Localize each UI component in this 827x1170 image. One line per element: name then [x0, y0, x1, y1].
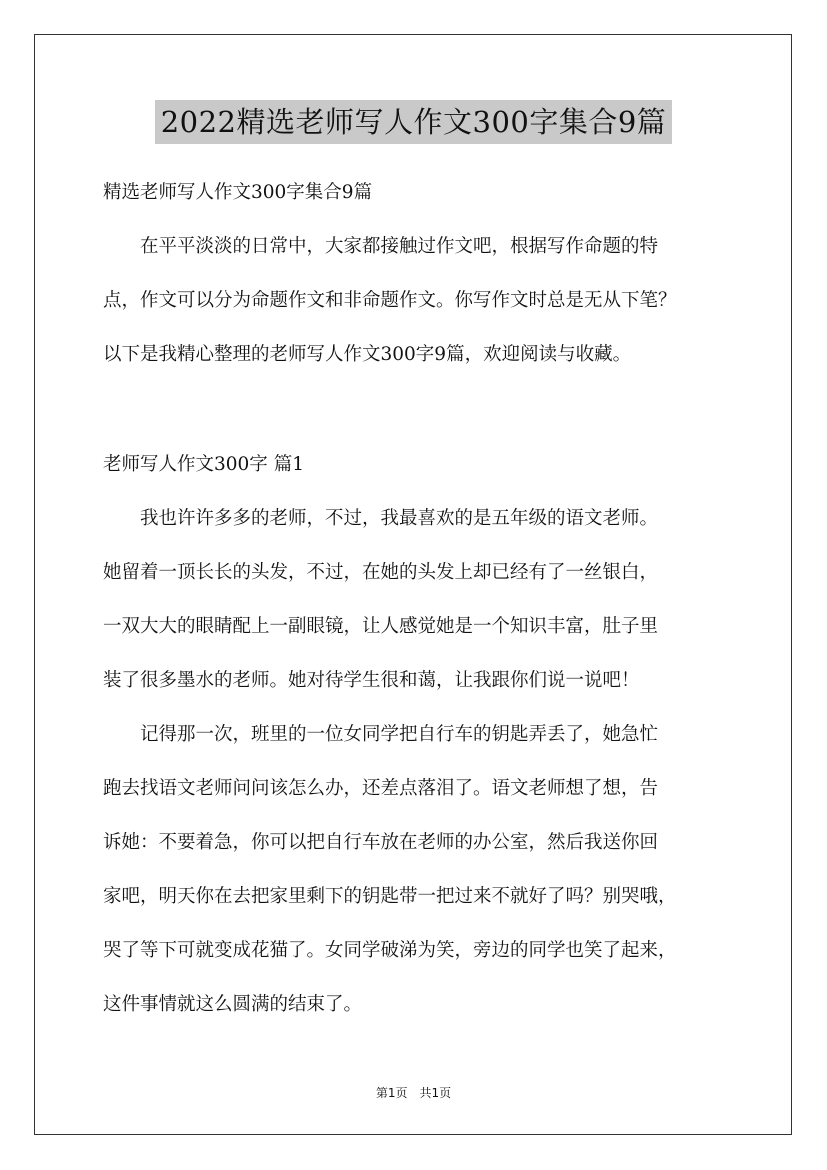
title-container	[0, 100, 827, 144]
paragraph2-line-4: 家吧，明天你在去把家里剩下的钥匙带一把过来不就好了吗？别哭哦，	[103, 886, 677, 907]
document-subtitle: 精选老师写人作文300字集合9篇	[103, 182, 373, 203]
paragraph2-line-6: 这件事情就这么圆满的结束了。	[103, 994, 363, 1015]
paragraph2-line-1: 记得那一次，班里的一位女同学把自行车的钥匙弄丢了，她急忙	[103, 724, 659, 745]
intro-line-2: 点，作文可以分为命题作文和非命题作文。你写作文时总是无从下笔？	[103, 290, 677, 311]
paragraph1-line-4: 装了很多墨水的老师。她对待学生很和蔼，让我跟你们说一说吧！	[103, 670, 640, 691]
intro-line-1: 在平平淡淡的日常中，大家都接触过作文吧，根据写作命题的特	[103, 236, 659, 257]
paragraph2-line-3: 诉她：不要着急，你可以把自行车放在老师的办公室，然后我送你回	[103, 832, 659, 853]
section-heading: 老师写人作文300字 篇1	[103, 454, 304, 475]
document-title: 2022精选老师写人作文300字集合9篇	[155, 100, 673, 144]
paragraph1-line-2: 她留着一顶长长的头发，不过，在她的头发上却已经有了一丝银白，	[103, 562, 659, 583]
paragraph1-line-1: 我也许许多多的老师，不过，我最喜欢的是五年级的语文老师。	[103, 508, 659, 529]
paragraph2-line-5: 哭了等下可就变成花猫了。女同学破涕为笑，旁边的同学也笑了起来，	[103, 940, 677, 961]
paragraph1-line-3: 一双大大的眼睛配上一副眼镜，让人感觉她是一个知识丰富，肚子里	[103, 616, 659, 637]
page-footer: 第1页 共1页	[375, 1086, 452, 1100]
intro-line-3: 以下是我精心整理的老师写人作文300字9篇，欢迎阅读与收藏。	[103, 344, 632, 365]
paragraph2-line-2: 跑去找语文老师问问该怎么办，还差点落泪了。语文老师想了想，告	[103, 778, 659, 799]
